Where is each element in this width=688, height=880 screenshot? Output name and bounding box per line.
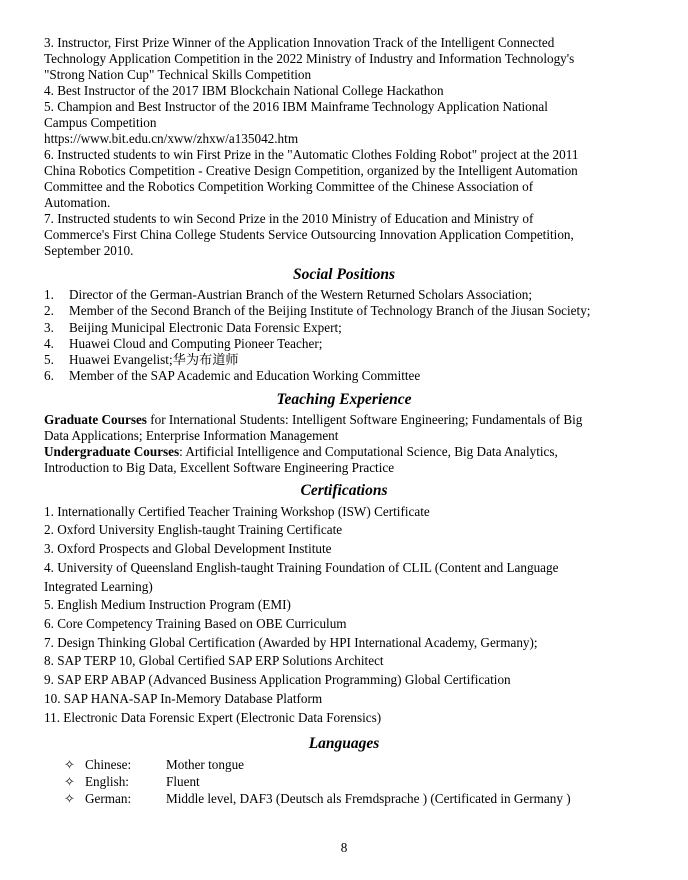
award-5-line-1: 5. Champion and Best Instructor of the 2016 IBM Mainframe Technology Application National: [44, 99, 548, 114]
award-7-line-1: 7. Instructed students to win Second Prize in the 2010 Ministry of Education and Ministry of: [44, 211, 534, 226]
list-item: ✧ German: Middle level, DAF3 (Deutsch als Fremdsprache ) (Certificated in Germany ): [44, 790, 644, 807]
award-6-line-2: China Robotics Competition - Creative Design Competition, organized by the Intelligent Automation: [44, 163, 578, 178]
award-7-line-2: Commerce's First China College Students Service Outsourcing Innovation Application Competition,: [44, 227, 574, 242]
page-number: 8: [340, 840, 348, 855]
list-item: 11. Electronic Data Forensic Expert (Electronic Data Forensics): [44, 709, 382, 725]
list-item: ✧ English: Fluent: [44, 773, 644, 790]
diamond-bullet-icon: ✧: [64, 791, 76, 807]
social-positions-heading: Social Positions: [292, 266, 396, 283]
list-item: 4. Huawei Cloud and Computing Pioneer Teacher;: [44, 335, 323, 351]
award-3-line-1: 3. Instructor, First Prize Winner of the Application Innovation Track of the Intelligent Connected: [44, 35, 555, 50]
award-7-line-3: September 2010.: [44, 243, 134, 258]
list-item: 4. University of Queensland English-taught Training Foundation of CLIL (Content and Language: [44, 559, 559, 575]
list-item: 5. Huawei Evangelist;华为布道师: [44, 352, 239, 368]
list-item: 6. Core Competency Training Based on OBE Curriculum: [44, 616, 347, 631]
teaching-heading: Teaching Experience: [276, 390, 412, 408]
list-item: 9. SAP ERP ABAP (Advanced Business Application Programming) Global Certification: [44, 672, 511, 688]
list-item: 6. Member of the SAP Academic and Education Working Committee: [44, 368, 421, 384]
list-item: 7. Design Thinking Global Certification (Awarded by HPI International Academy, Germany);: [44, 634, 538, 650]
teaching-section: [44, 412, 644, 476]
list-item: 3. Oxford Prospects and Global Development Institute: [44, 541, 332, 557]
languages-list: [44, 756, 644, 807]
award-6-line-4: Automation.: [44, 195, 111, 210]
graduate-label: Graduate Courses: [44, 411, 147, 427]
certifications-list: [44, 503, 644, 727]
certifications-heading: Certifications: [300, 481, 388, 499]
list-item: 10. SAP HANA-SAP In-Memory Database Platform: [44, 690, 323, 706]
list-item: ✧ Chinese: Mother tongue: [44, 756, 644, 773]
graduate-line-2: Data Applications; Enterprise Information Management: [44, 427, 339, 443]
list-item: 1. Internationally Certified Teacher Training Workshop (ISW) Certificate: [44, 503, 430, 519]
undergrad-label: Undergraduate Courses: [44, 443, 180, 459]
award-3-line-3: "Strong Nation Cup" Technical Skills Competition: [44, 67, 312, 82]
diamond-bullet-icon: ✧: [64, 757, 76, 773]
undergrad-line-2: Introduction to Big Data, Excellent Software Engineering Practice: [44, 459, 395, 475]
undergrad-line-1: Undergraduate Courses: Artificial Intelligence and Computational Science, Big Data Analytics,: [44, 443, 558, 459]
list-item: 5. English Medium Instruction Program (EMI): [44, 597, 291, 613]
list-item: Integrated Learning): [44, 578, 153, 594]
award-5-link[interactable]: https://www.bit.edu.cn/xww/zhxw/a135042.htm: [44, 131, 299, 146]
document-page: [44, 35, 644, 807]
award-6-line-1: 6. Instructed students to win First Prize in the "Automatic Clothes Folding Robot" project at the 2011: [44, 147, 579, 162]
social-positions-list: [44, 287, 644, 385]
diamond-bullet-icon: ✧: [64, 774, 76, 790]
list-item: 2. Oxford University English-taught Training Certificate: [44, 522, 343, 538]
list-item: 2. Member of the Second Branch of the Beijing Institute of Technology Branch of the Jiusan Society;: [44, 303, 591, 319]
awards-list: [44, 35, 644, 259]
award-6-line-3: Committee and the Robotics Competition Working Committee of the Chinese Association of: [44, 179, 534, 194]
award-3-line-2: Technology Application Competition in the 2022 Ministry of Industry and Information Technology's: [44, 51, 575, 66]
award-4: 4. Best Instructor of the 2017 IBM Blockchain National College Hackathon: [44, 83, 444, 98]
list-item: 8. SAP TERP 10, Global Certified SAP ERP Solutions Architect: [44, 653, 384, 669]
list-item: 3. Beijing Municipal Electronic Data Forensic Expert;: [44, 319, 342, 335]
list-item: 1. Director of the German-Austrian Branch of the Western Returned Scholars Association;: [44, 287, 533, 302]
languages-heading: Languages: [308, 735, 380, 753]
graduate-line-1: Graduate Courses for International Students: Intelligent Software Engineering; Fundamentals of Big: [44, 411, 583, 427]
award-5-line-2: Campus Competition: [44, 115, 157, 130]
